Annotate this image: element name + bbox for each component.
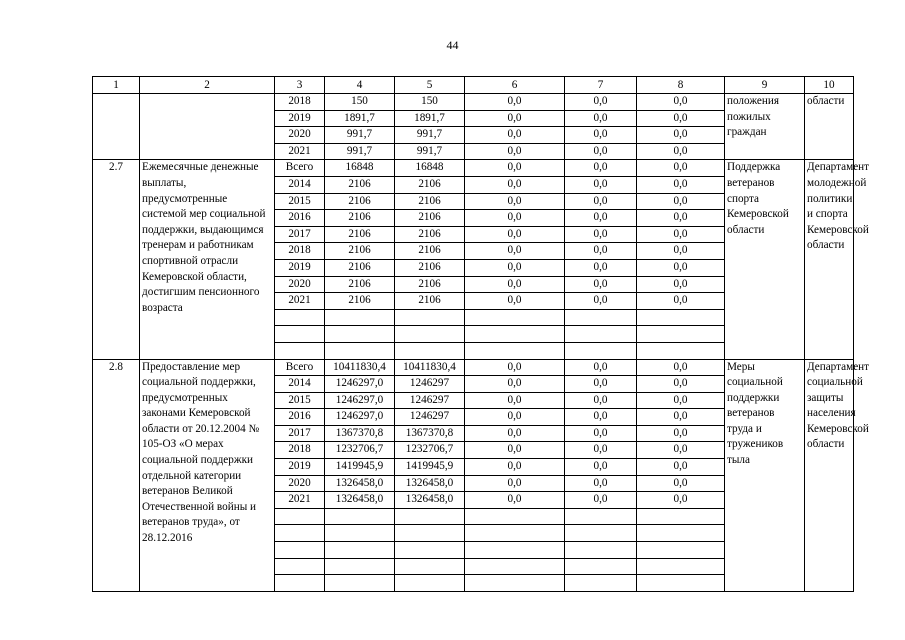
regional-budget-cell: 1367370,8 [395, 425, 465, 442]
column-header-row [93, 77, 854, 94]
local-budget-cell [565, 575, 637, 592]
other-sources-cell: 0,0 [637, 94, 725, 111]
regional-budget-cell: 1232706,7 [395, 442, 465, 459]
regional-budget-cell [395, 326, 465, 343]
year-cell: 2017 [275, 226, 325, 243]
year-cell [275, 542, 325, 559]
section-number-cell: 2.7 [93, 160, 140, 359]
local-budget-cell: 0,0 [565, 210, 637, 227]
federal-budget-cell [465, 525, 565, 542]
federal-budget-cell: 0,0 [465, 193, 565, 210]
total-cell: 1326458,0 [325, 492, 395, 509]
local-budget-cell: 0,0 [565, 442, 637, 459]
total-cell: 2106 [325, 176, 395, 193]
local-budget-cell [565, 326, 637, 343]
local-budget-cell [565, 309, 637, 326]
local-budget-cell: 0,0 [565, 392, 637, 409]
regional-budget-cell: 150 [395, 94, 465, 111]
year-cell: 2021 [275, 492, 325, 509]
regional-budget-cell [395, 575, 465, 592]
regional-budget-cell: 2106 [395, 276, 465, 293]
year-cell: 2019 [275, 110, 325, 127]
column-header-4: 4 [325, 77, 395, 94]
total-cell: 2106 [325, 193, 395, 210]
year-cell: 2019 [275, 259, 325, 276]
federal-budget-cell: 0,0 [465, 226, 565, 243]
column-header-8: 8 [637, 77, 725, 94]
year-cell [275, 508, 325, 525]
federal-budget-cell: 0,0 [465, 409, 565, 426]
column-header-7: 7 [565, 77, 637, 94]
column-header-1: 1 [93, 77, 140, 94]
regional-budget-cell: 16848 [395, 160, 465, 177]
regional-budget-cell: 991,7 [395, 143, 465, 160]
year-cell: 2018 [275, 442, 325, 459]
other-sources-cell: 0,0 [637, 210, 725, 227]
budget-table [92, 76, 870, 592]
section-description-cell: Ежемесячные денежные выплаты, предусмотренные системой мер социальной поддержки, выдающимся тренерам и работникам спортивной отрасли Кемеровской области, достигшим пенсионного возраста [140, 160, 275, 359]
total-cell: 2106 [325, 259, 395, 276]
page-number: 44 [446, 38, 459, 52]
federal-budget-cell: 0,0 [465, 160, 565, 177]
local-budget-cell: 0,0 [565, 492, 637, 509]
total-cell: 1326458,0 [325, 475, 395, 492]
year-cell [275, 326, 325, 343]
other-sources-cell [637, 508, 725, 525]
other-sources-cell: 0,0 [637, 276, 725, 293]
table-row [93, 359, 854, 376]
total-cell [325, 558, 395, 575]
year-cell: 2015 [275, 193, 325, 210]
other-sources-cell [637, 575, 725, 592]
total-cell: 1246297,0 [325, 392, 395, 409]
local-budget-cell: 0,0 [565, 226, 637, 243]
year-cell [275, 575, 325, 592]
table-row [93, 160, 854, 177]
other-sources-cell: 0,0 [637, 475, 725, 492]
local-budget-cell: 0,0 [565, 425, 637, 442]
regional-budget-cell [395, 525, 465, 542]
year-cell [275, 525, 325, 542]
federal-budget-cell: 0,0 [465, 143, 565, 160]
local-budget-cell: 0,0 [565, 459, 637, 476]
year-cell: 2018 [275, 243, 325, 260]
local-budget-cell: 0,0 [565, 176, 637, 193]
regional-budget-cell: 2106 [395, 243, 465, 260]
regional-budget-cell: 2106 [395, 226, 465, 243]
section-number-cell: 2.8 [93, 359, 140, 591]
total-cell: 1367370,8 [325, 425, 395, 442]
total-cell: 2106 [325, 243, 395, 260]
column-header-2: 2 [140, 77, 275, 94]
target-cell: положения пожилых граждан [725, 94, 805, 160]
federal-budget-cell: 0,0 [465, 475, 565, 492]
total-cell [325, 525, 395, 542]
table-body [93, 77, 870, 592]
year-cell: 2020 [275, 127, 325, 144]
other-sources-cell [637, 309, 725, 326]
year-cell [275, 342, 325, 359]
local-budget-cell: 0,0 [565, 359, 637, 376]
federal-budget-cell [465, 575, 565, 592]
federal-budget-cell [465, 558, 565, 575]
year-cell: 2015 [275, 392, 325, 409]
local-budget-cell: 0,0 [565, 259, 637, 276]
federal-budget-cell: 0,0 [465, 459, 565, 476]
year-cell: 2020 [275, 475, 325, 492]
other-sources-cell: 0,0 [637, 193, 725, 210]
other-sources-cell: 0,0 [637, 459, 725, 476]
other-sources-cell: 0,0 [637, 492, 725, 509]
federal-budget-cell: 0,0 [465, 359, 565, 376]
other-sources-cell: 0,0 [637, 127, 725, 144]
year-cell: 2020 [275, 276, 325, 293]
department-cell: области [805, 94, 854, 160]
federal-budget-cell [465, 508, 565, 525]
regional-budget-cell: 10411830,4 [395, 359, 465, 376]
federal-budget-cell: 0,0 [465, 276, 565, 293]
section-number-cell [93, 94, 140, 160]
federal-budget-cell [465, 542, 565, 559]
year-cell: 2019 [275, 459, 325, 476]
regional-budget-cell: 1246297 [395, 376, 465, 393]
local-budget-cell: 0,0 [565, 110, 637, 127]
total-cell: 1246297,0 [325, 409, 395, 426]
year-cell: 2021 [275, 293, 325, 310]
federal-budget-cell: 0,0 [465, 243, 565, 260]
regional-budget-cell [395, 558, 465, 575]
regional-budget-cell [395, 508, 465, 525]
column-header-10: 10 [805, 77, 854, 94]
year-cell: 2016 [275, 210, 325, 227]
local-budget-cell [565, 508, 637, 525]
federal-budget-cell: 0,0 [465, 176, 565, 193]
local-budget-cell: 0,0 [565, 376, 637, 393]
local-budget-cell [565, 342, 637, 359]
federal-budget-cell: 0,0 [465, 259, 565, 276]
local-budget-cell: 0,0 [565, 475, 637, 492]
total-cell: 1246297,0 [325, 376, 395, 393]
federal-budget-cell: 0,0 [465, 392, 565, 409]
total-cell [325, 508, 395, 525]
other-sources-cell: 0,0 [637, 376, 725, 393]
federal-budget-cell [465, 309, 565, 326]
other-sources-cell: 0,0 [637, 110, 725, 127]
total-cell: 150 [325, 94, 395, 111]
total-cell [325, 342, 395, 359]
regional-budget-cell: 1419945,9 [395, 459, 465, 476]
local-budget-cell: 0,0 [565, 193, 637, 210]
total-cell [325, 326, 395, 343]
local-budget-cell: 0,0 [565, 409, 637, 426]
other-sources-cell: 0,0 [637, 143, 725, 160]
local-budget-cell [565, 558, 637, 575]
other-sources-cell: 0,0 [637, 442, 725, 459]
local-budget-cell: 0,0 [565, 94, 637, 111]
regional-budget-cell: 1246297 [395, 392, 465, 409]
other-sources-cell [637, 558, 725, 575]
regional-budget-cell [395, 542, 465, 559]
federal-budget-cell: 0,0 [465, 376, 565, 393]
total-cell: 10411830,4 [325, 359, 395, 376]
column-header-9: 9 [725, 77, 805, 94]
local-budget-cell [565, 525, 637, 542]
other-sources-cell: 0,0 [637, 243, 725, 260]
year-cell: Всего [275, 160, 325, 177]
regional-budget-cell: 991,7 [395, 127, 465, 144]
federal-budget-cell: 0,0 [465, 425, 565, 442]
column-header-3: 3 [275, 77, 325, 94]
local-budget-cell [565, 542, 637, 559]
federal-budget-cell [465, 326, 565, 343]
total-cell [325, 309, 395, 326]
local-budget-cell: 0,0 [565, 160, 637, 177]
total-cell [325, 542, 395, 559]
table-row [93, 94, 854, 111]
other-sources-cell: 0,0 [637, 392, 725, 409]
year-cell [275, 558, 325, 575]
total-cell [325, 575, 395, 592]
other-sources-cell [637, 525, 725, 542]
other-sources-cell [637, 326, 725, 343]
federal-budget-cell: 0,0 [465, 110, 565, 127]
regional-budget-cell: 1246297 [395, 409, 465, 426]
federal-budget-cell: 0,0 [465, 442, 565, 459]
local-budget-cell: 0,0 [565, 276, 637, 293]
regional-budget-cell [395, 342, 465, 359]
total-cell: 2106 [325, 276, 395, 293]
year-cell: 2017 [275, 425, 325, 442]
year-cell: 2014 [275, 376, 325, 393]
other-sources-cell: 0,0 [637, 176, 725, 193]
regional-budget-cell: 1891,7 [395, 110, 465, 127]
other-sources-cell: 0,0 [637, 259, 725, 276]
target-cell: Меры социальной поддержки ветеранов труда и тружеников тыла [725, 359, 805, 591]
year-cell: 2018 [275, 94, 325, 111]
federal-budget-cell: 0,0 [465, 492, 565, 509]
regional-budget-cell: 2106 [395, 176, 465, 193]
federal-budget-cell: 0,0 [465, 293, 565, 310]
other-sources-cell: 0,0 [637, 160, 725, 177]
regional-budget-cell: 1326458,0 [395, 492, 465, 509]
other-sources-cell [637, 542, 725, 559]
regional-budget-cell [395, 309, 465, 326]
regional-budget-cell: 2106 [395, 259, 465, 276]
total-cell: 1419945,9 [325, 459, 395, 476]
regional-budget-cell: 2106 [395, 293, 465, 310]
total-cell: 991,7 [325, 143, 395, 160]
other-sources-cell: 0,0 [637, 226, 725, 243]
federal-budget-cell: 0,0 [465, 210, 565, 227]
total-cell: 1232706,7 [325, 442, 395, 459]
other-sources-cell [637, 342, 725, 359]
department-cell: Департамент социальной защиты населения Кемеровской области [805, 359, 854, 591]
section-description-cell [140, 94, 275, 160]
column-header-5: 5 [395, 77, 465, 94]
year-cell [275, 309, 325, 326]
local-budget-cell: 0,0 [565, 293, 637, 310]
federal-budget-cell: 0,0 [465, 127, 565, 144]
local-budget-cell: 0,0 [565, 143, 637, 160]
local-budget-cell: 0,0 [565, 243, 637, 260]
regional-budget-cell: 2106 [395, 210, 465, 227]
regional-budget-cell: 2106 [395, 193, 465, 210]
total-cell: 2106 [325, 293, 395, 310]
federal-budget-cell: 0,0 [465, 94, 565, 111]
year-cell: 2014 [275, 176, 325, 193]
local-budget-cell: 0,0 [565, 127, 637, 144]
target-cell: Поддержка ветеранов спорта Кемеровской области [725, 160, 805, 359]
other-sources-cell: 0,0 [637, 293, 725, 310]
total-cell: 1891,7 [325, 110, 395, 127]
regional-budget-cell: 1326458,0 [395, 475, 465, 492]
other-sources-cell: 0,0 [637, 425, 725, 442]
other-sources-cell: 0,0 [637, 359, 725, 376]
total-cell: 991,7 [325, 127, 395, 144]
column-header-6: 6 [465, 77, 565, 94]
section-description-cell: Предоставление мер социальной поддержки, предусмотренных законами Кемеровской области от 20.12.2004 № 105-ОЗ «О мерах социальной поддержки отдельной категории ветеранов Великой Отечественной войны и ветеранов труда», от 28.12.2016 [140, 359, 275, 591]
federal-budget-cell [465, 342, 565, 359]
year-cell: 2021 [275, 143, 325, 160]
other-sources-cell: 0,0 [637, 409, 725, 426]
total-cell: 2106 [325, 210, 395, 227]
total-cell: 16848 [325, 160, 395, 177]
year-cell: Всего [275, 359, 325, 376]
total-cell: 2106 [325, 226, 395, 243]
year-cell: 2016 [275, 409, 325, 426]
department-cell: Департамент молодежной политики и спорта Кемеровской области [805, 160, 854, 359]
